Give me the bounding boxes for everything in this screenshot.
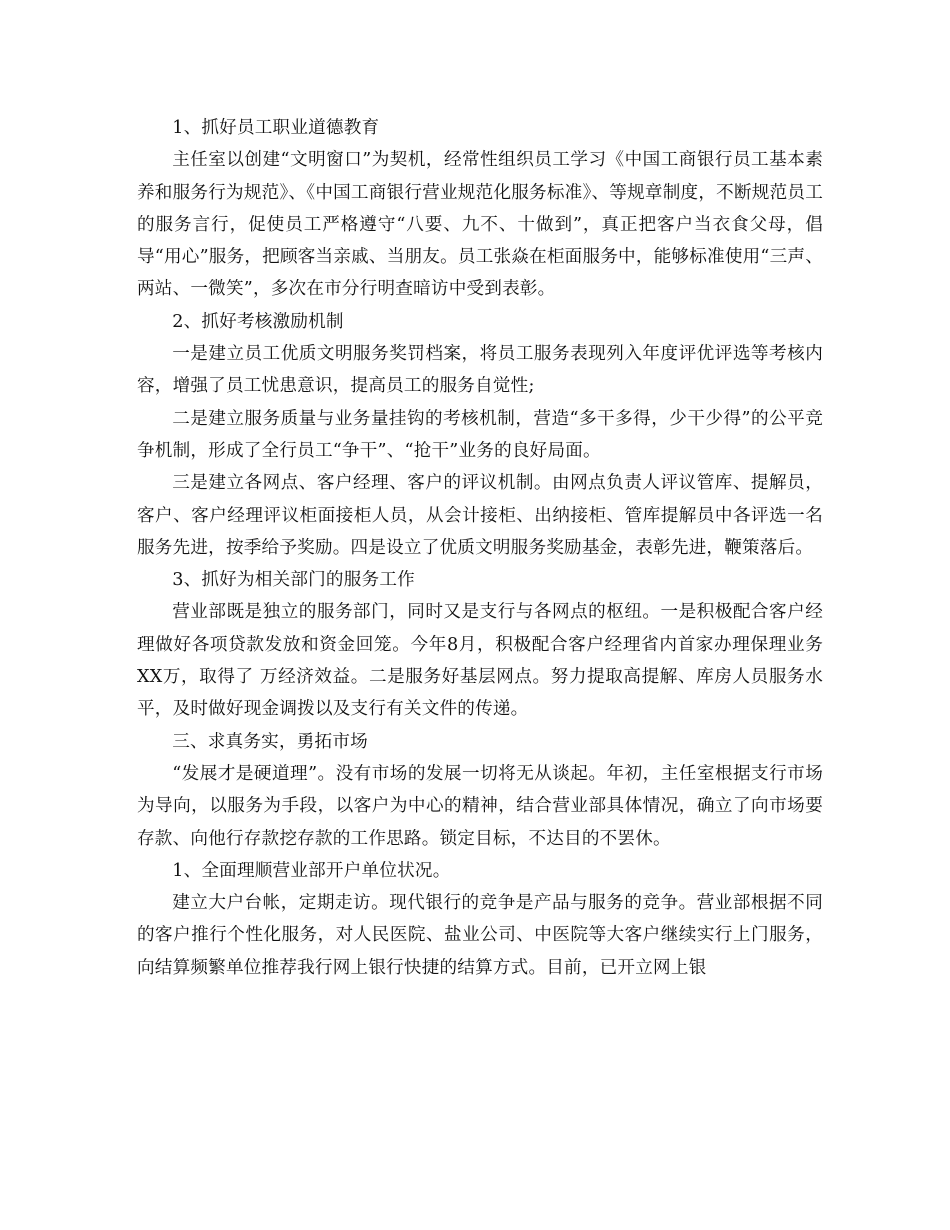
paragraph-major-clients: 建立大户台帐，定期走访。现代银行的竞争是产品与服务的竞争。营业部根据不同的客户推行个性化服务，对人民医院、盐业公司、中医院等大客户继续实行上门服务，向结算频繁单位推荐我行网上银行快捷的结算方式。目前，已开立网上银	[137, 893, 823, 978]
document-body	[137, 112, 823, 984]
paragraph-evaluation-mechanism: 三是建立各网点、客户经理、客户的评议机制。由网点负责人评议管库、提解员，客户、客户经理评议柜面接柜人员，从会计接柜、出纳接柜、管库提解员中各评选一名服务先进，按季给予奖励。四是设立了优质文明服务奖励基金，表彰先进，鞭策落后。	[137, 473, 823, 558]
heading-incentive-mechanism: 2、抓好考核激励机制	[172, 311, 344, 332]
paragraph-assessment-mechanism: 二是建立服务质量与业务量挂钩的考核机制，营造“多干多得，少干少得”的公平竞争机制，形成了全行员工“争干”、“抢干”业务的良好局面。	[137, 408, 823, 461]
heading-professional-ethics: 1、抓好员工职业道德教育	[172, 118, 380, 138]
paragraph-ethics-education: 主任室以创建“文明窗口”为契机，经常性组织员工学习《中国工商银行员工基本素养和服务行为规范》、《中国工商银行营业规范化服务标准》、等规章制度，不断规范员工的服务言行，促使员工严格遵守“八要、九不、十做到”，真正把客户当衣食父母，倡导“用心”服务，把顾客当亲戚、当朋友。员工张焱在柜面服务中，能够标准使用“三声、两站、一微笑”，多次在市分行明查暗访中受到表彰。	[137, 150, 823, 300]
paragraph-department-service: 营业部既是独立的服务部门，同时又是支行与各网点的枢纽。一是积极配合客户经理做好各项贷款发放和资金回笼。今年8月，积极配合客户经理省内首家办理保理业务XX万，取得了 万经济效益。二是服务好基层网点。努力提取高提解、库房人员服务水平，及时做好现金调拨以及支行有关文件的传递。	[137, 602, 823, 720]
paragraph-reward-archive: 一是建立员工优质文明服务奖罚档案，将员工服务表现列入年度评优评选等考核内容，增强了员工忧患意识，提高员工的服务自觉性;	[137, 344, 823, 397]
heading-account-status: 1、全面理顺营业部开户单位状况。	[172, 860, 451, 881]
heading-market-expansion: 三、求真务实，勇拓市场	[172, 731, 368, 752]
paragraph-development: “发展才是硬道理”。没有市场的发展一切将无从谈起。年初，主任室根据支行市场为导向，以服务为手段，以客户为中心的精神，结合营业部具体情况，确立了向市场要存款、向他行存款挖存款的工作思路。锁定目标，不达目的不罢休。	[137, 763, 823, 849]
heading-department-service: 3、抓好为相关部门的服务工作	[172, 570, 415, 591]
